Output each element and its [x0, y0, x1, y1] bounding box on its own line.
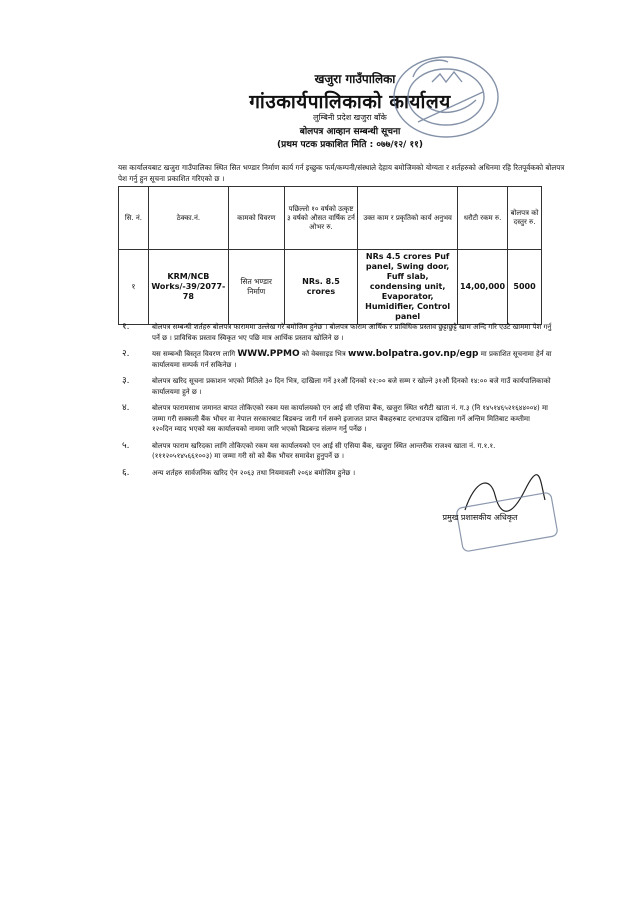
note-text: [152, 349, 552, 370]
note-item: [122, 349, 552, 370]
table-header-row: [119, 187, 542, 250]
note-number: ५.: [122, 440, 130, 451]
office-seal-icon: [388, 52, 503, 142]
office-address: लुम्बिनी प्रदेश खजुरा बाँके: [313, 113, 387, 122]
header-sn: सि. नं.: [119, 187, 149, 250]
note-number: ४.: [122, 403, 130, 413]
note-text-part: मा प्रकाशित सूचनामा हेर्न वा कार्यालयमा सम्पर्क गर्न सकिनेछ ।: [152, 350, 552, 369]
note-text: बोलपत्र सम्बन्धी शर्तहरु बोलपत्र फाराममा उल्लेख गरे बमोजिम हुनेछ । बोलपत्र फाराम आर्थिक र प्राविधिक प्रस्ताव छुट्टाछुट्टै खाम अन्दि गरि एउटै खाममा पेश गर्नु पर्ने छ । प्राविधिक प्रस्ताव स्विकृत भए पछि मात्र आर्थिक प्रस्ताव खोलिने छ ।: [152, 323, 552, 342]
cell-bid-security: 14,00,000: [457, 250, 507, 325]
note-text-part: को वेबसाइड भित्र: [301, 350, 346, 358]
header-contract-no: ठेक्का.नं.: [148, 187, 228, 250]
cell-contract-no: KRM/NCB Works/-39/2077-78: [148, 250, 228, 325]
table-row: [119, 250, 542, 325]
note-text: बोलपत्र खरिद सूचना प्रकाशन भएको मितिले ३० दिन भित्र, दाखिला गर्ने ३१औं दिनको १२:०० बजे सम्म र खोल्ने ३१औं दिनको १४:०० बजे गाउँ कार्यपालिकाको कार्यालयमा हुने छ ।: [152, 377, 551, 396]
tender-table: [118, 186, 542, 325]
header-fee: बोलपत्र को दस्तुर रु.: [508, 187, 542, 250]
note-item: [122, 376, 552, 397]
note-item: [122, 441, 552, 462]
note-text: अन्य शर्तहरु सार्वजनिक खरिद ऐन २०६३ तथा नियमावली २०६४ बमोजिम हुनेछ ।: [152, 468, 356, 477]
cell-fee: 5000: [508, 250, 542, 325]
bolpatra-link[interactable]: www.bolpatra.gov.np/egp: [347, 349, 479, 359]
officer-title: प्रमुख प्रशासकीय अधिकृत: [442, 513, 518, 522]
ppmo-link[interactable]: WWW.PPMO: [237, 349, 300, 359]
header-bid-security: धरौटी रकम रु.: [457, 187, 507, 250]
header-experience: उक्त काम र प्रकृतिको कार्य अनुभव: [358, 187, 458, 250]
note-text-part: यस सम्बन्धी बिस्तृत विवरण लागि: [152, 350, 236, 358]
notice-title: बोलपत्र आव्हान सम्बन्धी सूचना: [299, 127, 401, 137]
note-item: [122, 403, 552, 435]
note-item: [122, 322, 552, 343]
header-description: कामको विवरण: [228, 187, 284, 250]
notes-list: [122, 322, 552, 484]
cell-sn: १: [119, 250, 149, 325]
municipality-name: खजुरा गाउँपालिका: [314, 72, 396, 86]
intro-paragraph: यस कार्यालयबाट खजुरा गाउँपालिका स्थित सित भण्डार निर्माण कार्य गर्न इच्छुक फर्म/कम्पनी/संस्थाले देहाय बमोजिमको योग्यता र शर्तहरुको अधिनमा रहि रितपूर्वकको बोलपत्र पेश गर्नु हुन सूचना प्रकाशित गरिएको छ ।: [118, 163, 565, 183]
cell-description: सित भण्डार निर्माण: [228, 250, 284, 325]
note-number: ३.: [122, 376, 130, 386]
note-text: बोलपत्र फाराम खरिदका लागि तोकिएको रकम यस कार्यालयको एन आई सी एसिया बैंक, खजुरा स्थित आन्तरीक राजश्व खाता नं. ग.१.१.(१११२०५१४५६६१००३) मा जम्मा गरी सो को बैंक भौचर समावेश हुनुपर्ने छ ।: [152, 441, 496, 460]
cell-turnover: NRs. 8.5 crores: [284, 250, 358, 325]
office-name: गांउकार्यपालिकाको कार्यालय: [249, 91, 451, 113]
publish-date: (प्रथम पटक प्रकाशित मिति : ०७७/१२/ ११): [277, 140, 423, 150]
cell-experience: NRs 4.5 crores Puf panel, Swing door, Fuff slab, condensing unit, Evaporator, Humidifier, Control panel: [358, 250, 458, 325]
note-number: २.: [122, 349, 130, 359]
note-number: १.: [122, 322, 130, 332]
note-number: ६.: [122, 467, 130, 478]
header-turnover: पछिल्लो १० वर्षको उत्कृष्ट ३ वर्षको औसत वार्षिक टर्न ओभर रु.: [284, 187, 358, 250]
note-text: बोलपत्र फारामसाथ जमानत बापत तोकिएको रकम यस कार्यालयको एन आई सी एसिया बैंक, खजुरा स्थित धरौटी खाता नं. ग.३ (नि १४५१४६५२१६४४००४) मा जम्मा गरी सक्कली बैंक भौचर वा नेपाल सरकारबाट बिडबन्ड जारी गर्न सक्ने इजाजत प्राप्त बैंकहरुबाट दरभाउपत्र दाखिला गर्ने अन्तिम मितिबाट कम्तीमा १२०दिन म्याद भएको यस कार्यालयको नाममा जारि भएको बिडबन्ड संलग्न गर्नु पर्नेछ ।: [152, 404, 548, 433]
